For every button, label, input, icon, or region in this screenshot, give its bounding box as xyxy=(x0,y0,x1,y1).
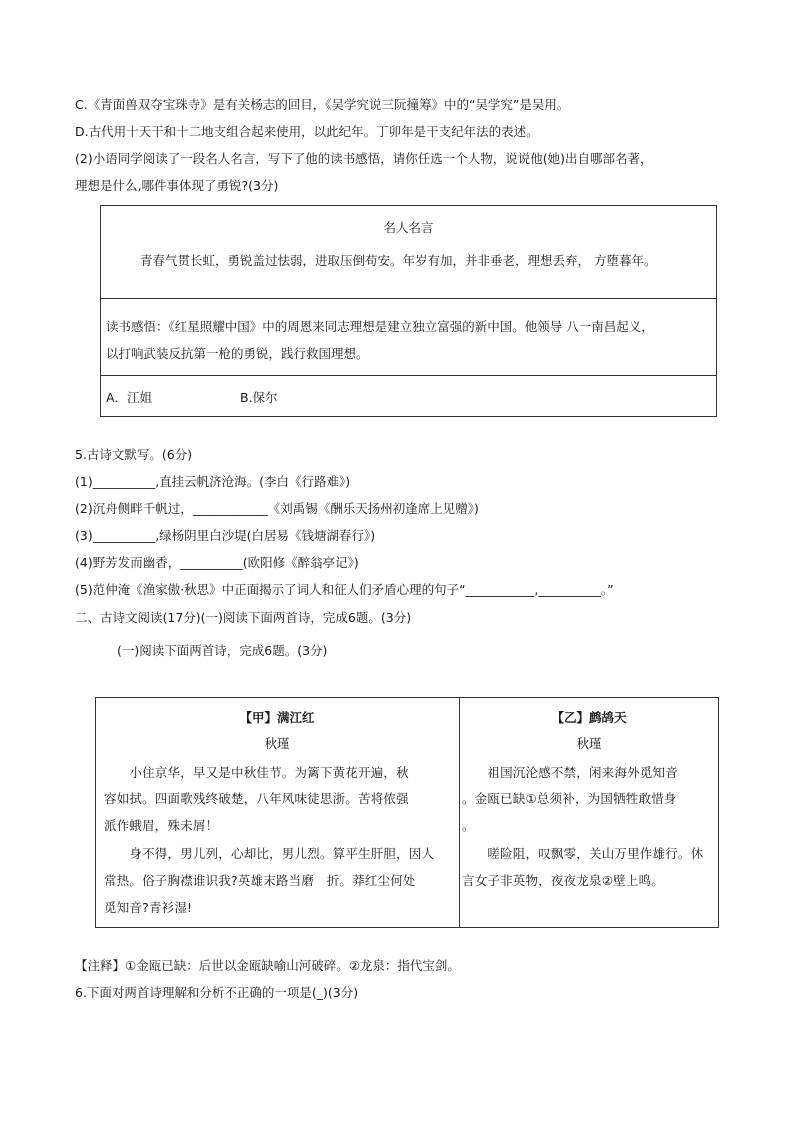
poem-b-title: 【乙】鹧鸪天 xyxy=(551,710,627,725)
reflection-line-1: 读书感悟：《红星照耀中国》中的周恩来同志理想是建立独立富强的新中国。他领导 八一南昌起义， xyxy=(106,319,654,334)
dictation-item-2: (2)沉舟侧畔千帆过，____________《刘禹锡《酬乐天扬州初逢席上见赠》) xyxy=(75,501,479,516)
poem-a-line: 派作蛾眉，殊未屑！ xyxy=(104,818,219,833)
poem-b-line: 。 xyxy=(462,818,475,833)
poem-b-author: 秋瑾 xyxy=(576,736,602,751)
poem-a-line: 觅知音?青衫湿! xyxy=(104,900,193,915)
poem-table xyxy=(95,697,719,928)
poem-b-line: 祖国沉沦感不禁，闲来海外觅知音 xyxy=(462,765,678,780)
poem-a-author: 秋瑾 xyxy=(264,736,290,751)
quote-divider-2 xyxy=(100,375,717,376)
poem-b-line: 嗟险阻，叹飘零，关山万里作雄行。休 xyxy=(462,846,704,861)
poem-b-line: 言女子非英物，夜夜龙泉②壁上鸣。 xyxy=(462,873,664,888)
option-c: C.《青面兽双夺宝珠寺》是有关杨志的回目，《吴学究说三阮撞筹》中的“吴学究”是吴用。 xyxy=(75,97,570,112)
question-6: 6.下面对两首诗理解和分析不正确的一项是(_)(3分) xyxy=(75,985,359,1000)
poem-a-title: 【甲】满江红 xyxy=(239,710,315,725)
reflection-line-2: 以打响武装反抗第一枪的勇锐，践行救国理想。 xyxy=(106,346,369,361)
dictation-item-1: (1)__________,直挂云帆济沧海。(李白《行路难》) xyxy=(75,474,351,489)
poem-a-line: 身不得，男儿列，心却比，男儿烈。算平生肝胆，因人 xyxy=(104,846,435,861)
option-a-jiang-jie: A．江姐 xyxy=(106,390,153,405)
option-d: D.古代用十天干和十二地支组合起来使用，以此纪年。丁卯年是干支纪年法的表述。 xyxy=(75,124,539,139)
question-2-line-1: (2)小语同学阅读了一段名人名言，写下了他的读书感悟，请你任选一个人物，说说他(她)出自哪部名著， xyxy=(75,151,653,166)
quote-text: 青春气贯长虹，勇锐盖过怯弱，进取压倒苟安。年岁有加，并非垂老，理想丢弃， 方堕暮年。 xyxy=(140,253,657,268)
dictation-item-5: (5)范仲淹《渔家傲·秋思》中正面揭示了词人和征人们矛盾心理的句子“___________,__________。” xyxy=(75,582,614,597)
poem-a-line: 常热。俗子胸襟谁识我?英雄末路当磨 折。莽红尘何处 xyxy=(104,873,416,888)
annotation-notes: 【注释】①金瓯已缺：后世以金瓯缺喻山河破碎。②龙泉：指代宝剑。 xyxy=(75,958,460,973)
section-2-subheading: (一)阅读下面两首诗，完成6题。(3分) xyxy=(117,643,328,658)
poem-a-line: 容如拭。四面歌残终破楚，八年风味徒思浙。苦将侬强 xyxy=(104,791,409,806)
option-b-paul: B.保尔 xyxy=(240,390,278,405)
section-2-heading: 二、古诗文阅读(17分)(一)阅读下面两首诗，完成6题。(3分) xyxy=(75,610,412,625)
section-5-heading: 5.古诗文默写。(6分) xyxy=(75,447,193,462)
quote-divider-1 xyxy=(100,298,717,299)
dictation-item-4: (4)野芳发而幽香，__________(欧阳修《醉翁亭记》) xyxy=(75,555,359,570)
poem-b-line: 。金瓯已缺①总须补，为国牺牲敢惜身 xyxy=(462,791,677,806)
question-2-line-2: 理想是什么,哪件事体现了勇锐?(3分) xyxy=(75,178,279,193)
dictation-item-3: (3)__________,绿杨阴里白沙堤(白居易《钱塘湖春行》) xyxy=(75,528,376,543)
poem-a-line: 小住京华，早又是中秋佳节。为篱下黄花开遍，秋 xyxy=(104,765,409,780)
quote-title: 名人名言 xyxy=(383,220,434,235)
poem-table-divider xyxy=(459,697,460,928)
